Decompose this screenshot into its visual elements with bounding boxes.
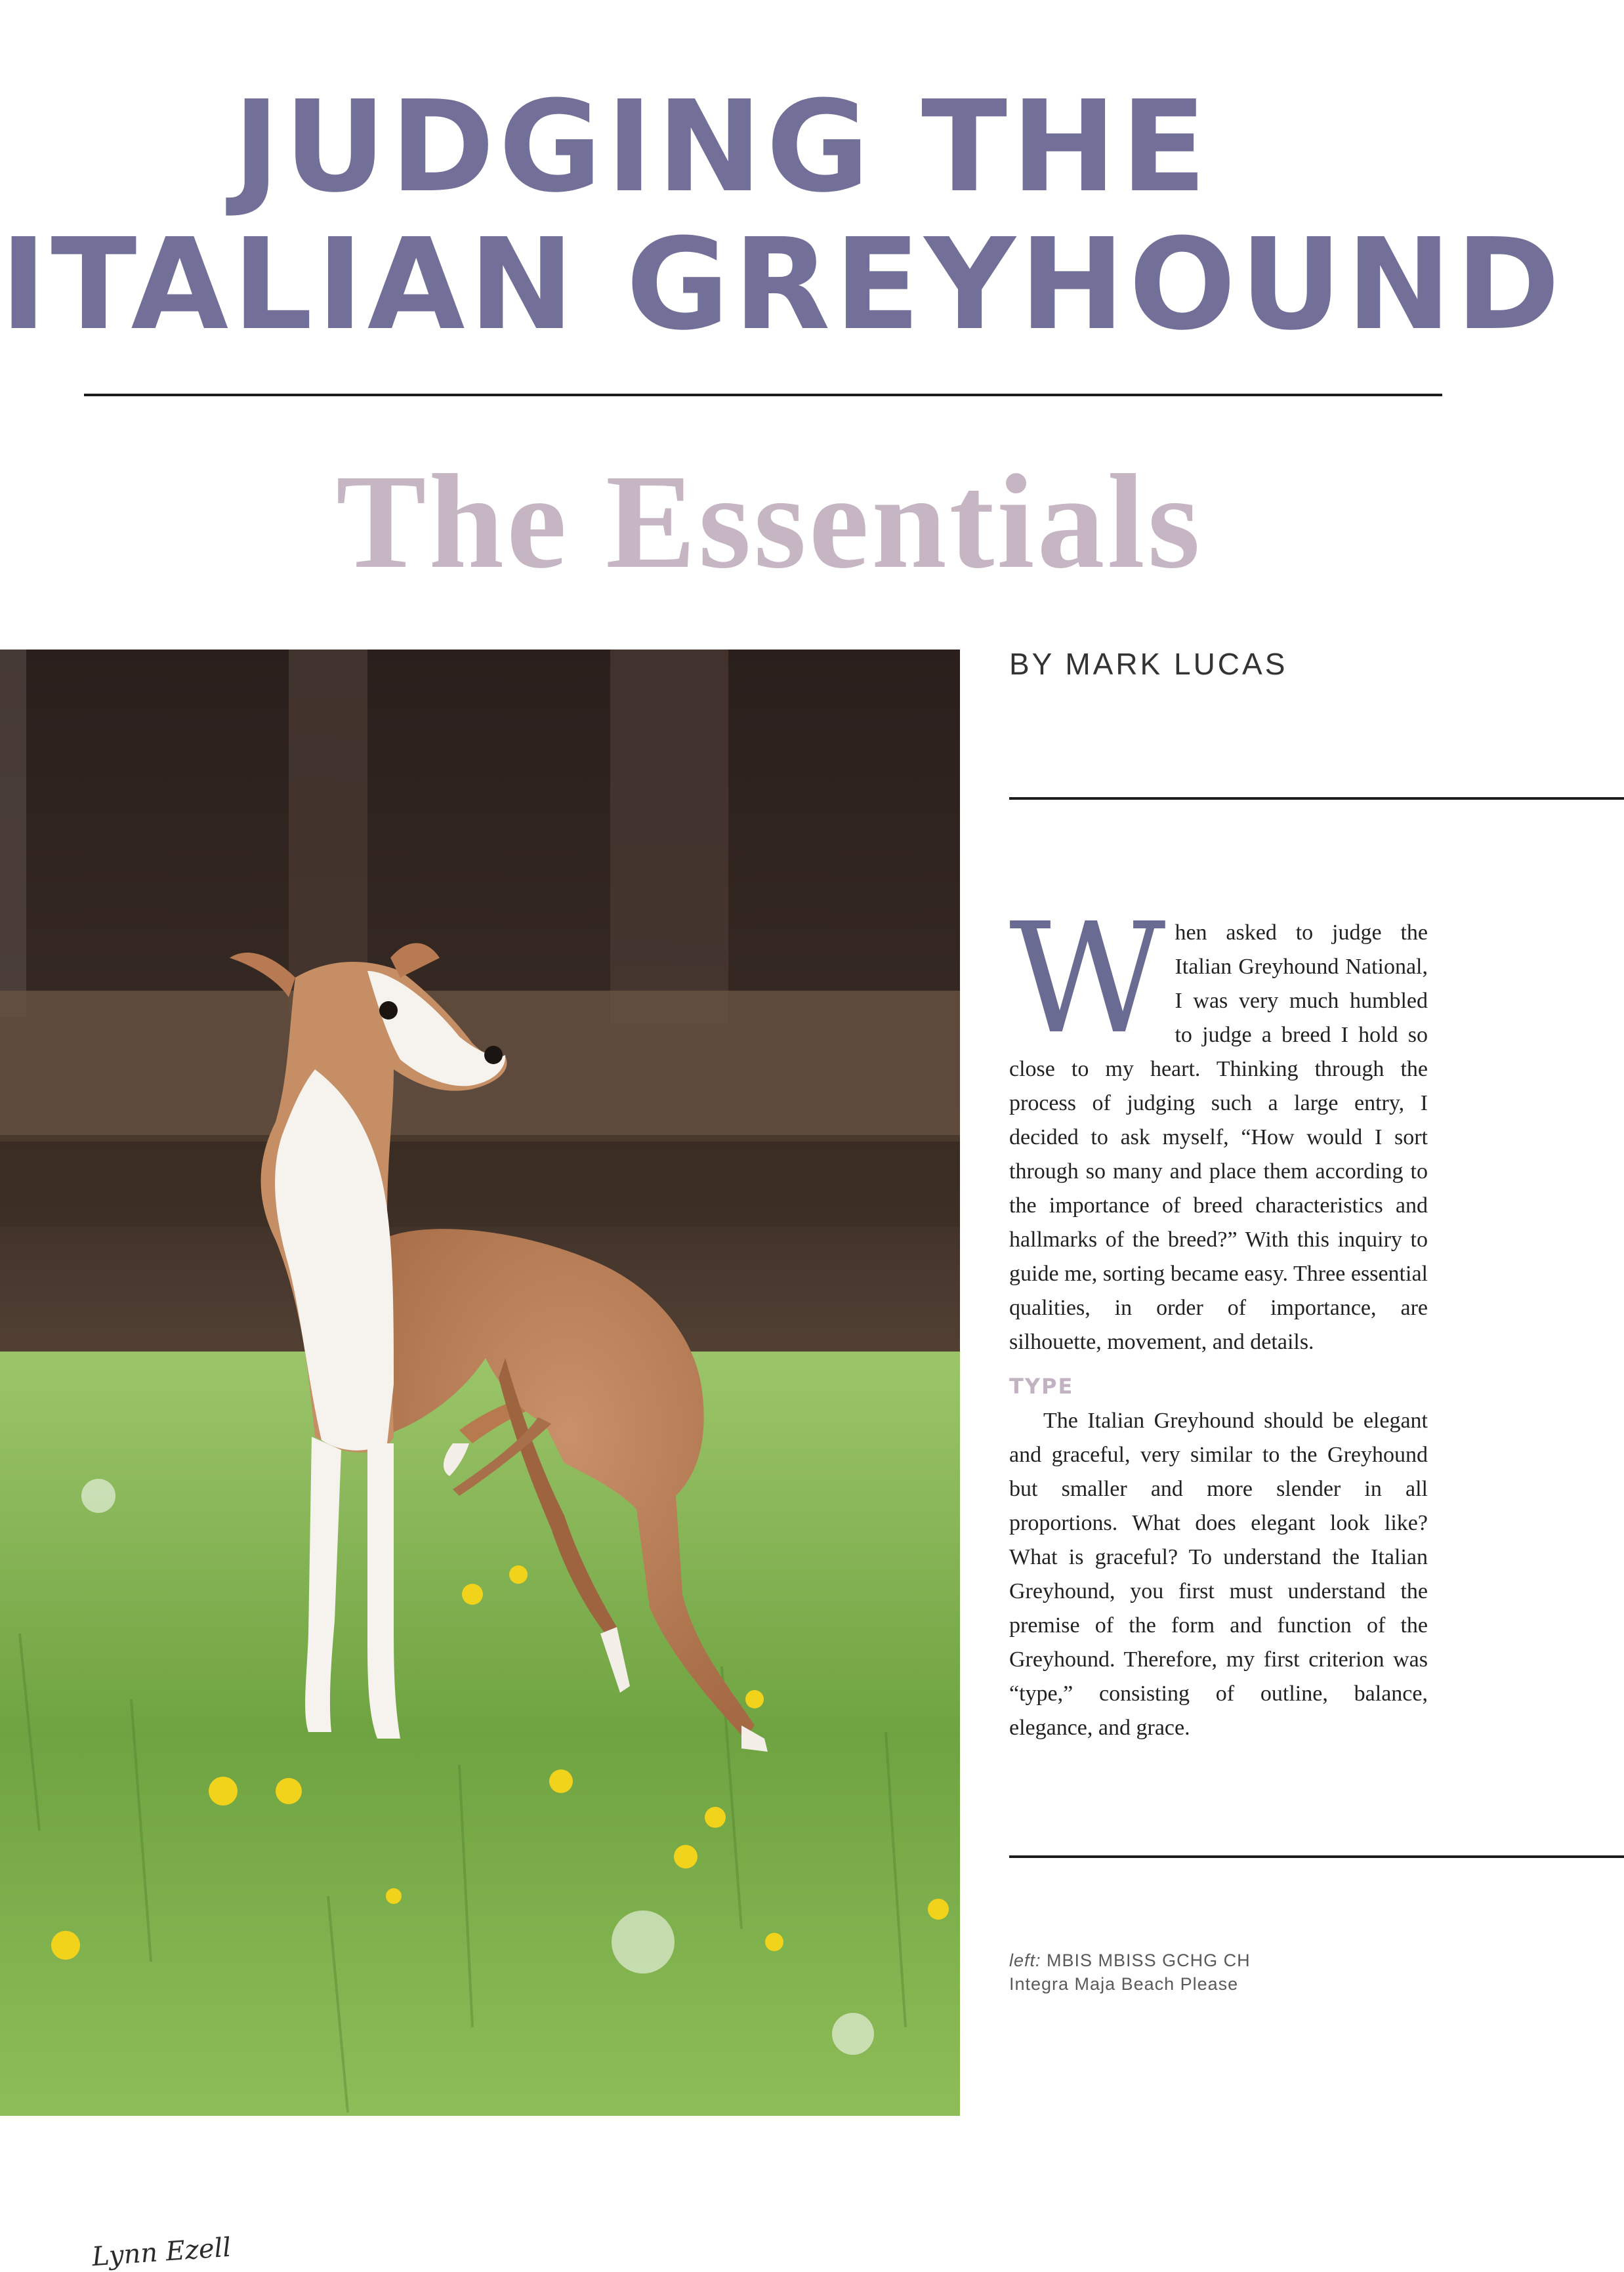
byline: BY MARK LUCAS bbox=[1009, 647, 1288, 681]
photographer-signature: Lynn Ezell bbox=[91, 2232, 232, 2272]
intro-paragraph bbox=[1009, 890, 1428, 1359]
caption-line-2: Integra Maja Beach Please bbox=[1009, 1974, 1239, 1994]
page-title bbox=[0, 74, 1564, 358]
photo-caption bbox=[1009, 1949, 1251, 1996]
drop-cap: W bbox=[1009, 890, 1166, 1067]
title-line-2: ITALIAN GREYHOUND bbox=[0, 212, 1564, 358]
type-paragraph: The Italian Greyhound should be elegant and graceful, very similar to the Greyhound but smaller and more slender in all proportions. What does elegant look like? What is graceful? To understand the Italian Greyhound, you first must understand the premise of the form and function of the Greyhound. Therefore, my first criterion was “type,” consisting of outline, balance, elegance, and grace. bbox=[1009, 1409, 1428, 1740]
byline-divider bbox=[1009, 797, 1624, 800]
intro-text: hen asked to judge the Italian Greyhound National, I was very much humbled to judge a breed I hold so close to my heart. Thinking through the process of judging such a large entry, I decided to ask myself, “How would I sort through so many and place them according to the importance of breed characteristics and hallmarks of the breed?” With this inquiry to guide me, sorting became easy. Three essential qualities, in order of importance, are silhouette, movement, and details. bbox=[1009, 920, 1428, 1354]
caption-line-1: MBIS MBISS GCHG CH bbox=[1047, 1951, 1251, 1970]
title-divider bbox=[84, 394, 1442, 396]
greyhound-photo bbox=[0, 650, 960, 2272]
section-heading-type: TYPE bbox=[1009, 1374, 1074, 1399]
page-subtitle: The Essentials bbox=[336, 446, 1203, 596]
article-body bbox=[1009, 890, 1428, 1745]
title-line-1: JUDGING THE bbox=[233, 74, 1211, 220]
body-divider bbox=[1009, 1855, 1624, 1858]
caption-prefix: left: bbox=[1009, 1951, 1041, 1970]
